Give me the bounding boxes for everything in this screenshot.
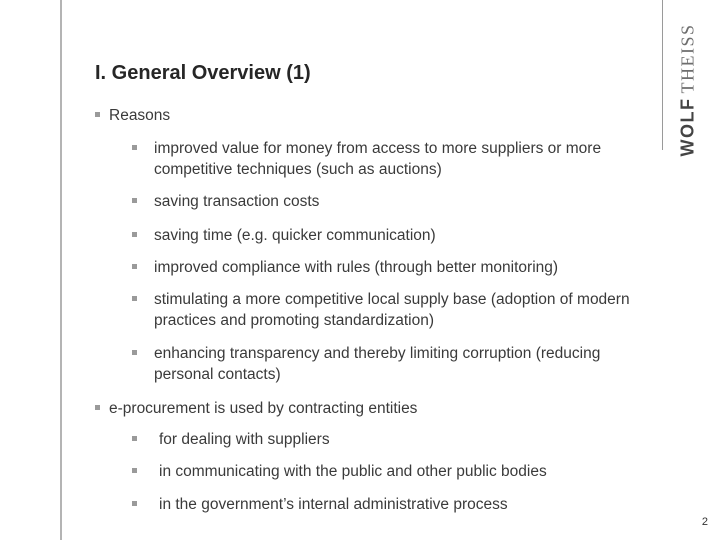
- list-item-text: improved compliance with rules (through better monitoring): [154, 259, 559, 276]
- bullet-marker: [132, 232, 137, 237]
- list-item-text: improved value for money from access to more suppliers or more competitive techniques (such as auctions): [154, 140, 602, 178]
- list-item: [132, 429, 632, 450]
- list-item: [132, 289, 632, 331]
- section-reasons: [95, 105, 170, 126]
- page-number: 2: [701, 516, 708, 528]
- bullet-marker: [132, 296, 137, 301]
- logo-divider: [662, 0, 663, 150]
- bullet-marker: [132, 501, 137, 506]
- bullet-marker: [95, 405, 100, 410]
- list-item: [132, 343, 632, 385]
- list-item: [132, 461, 632, 482]
- list-item-text: saving transaction costs: [154, 193, 320, 210]
- list-item-text: enhancing transparency and thereby limiting corruption (reducing personal contacts): [154, 345, 601, 383]
- list-item: [132, 257, 632, 278]
- list-item: [132, 138, 632, 180]
- section-label: Reasons: [109, 107, 171, 124]
- bullet-marker: [132, 264, 137, 269]
- list-item: [132, 191, 632, 212]
- list-item-text: in communicating with the public and other public bodies: [159, 463, 547, 480]
- logo-theiss-text: THEISS: [677, 23, 698, 94]
- bullet-marker: [95, 112, 100, 117]
- slide-title: I. General Overview (1): [95, 62, 311, 84]
- list-item-text: stimulating a more competitive local supply base (adoption of modern practices and promoting standardization): [154, 291, 630, 329]
- list-item-text: saving time (e.g. quicker communication): [154, 227, 436, 244]
- list-item-text: in the government’s internal administrative process: [159, 496, 508, 513]
- bullet-marker: [132, 350, 137, 355]
- bullet-marker: [132, 145, 137, 150]
- list-item: [132, 494, 632, 515]
- logo-wolf-text: WOLF: [677, 97, 698, 157]
- wolf-theiss-logo: [678, 24, 699, 157]
- bullet-marker: [132, 468, 137, 473]
- list-item-text: for dealing with suppliers: [159, 431, 330, 448]
- left-margin-rule: [60, 0, 62, 540]
- list-item: [132, 225, 632, 246]
- section-label: e-procurement is used by contracting entities: [109, 400, 418, 417]
- bullet-marker: [132, 436, 137, 441]
- bullet-marker: [132, 198, 137, 203]
- section-e-procurement: [95, 398, 417, 419]
